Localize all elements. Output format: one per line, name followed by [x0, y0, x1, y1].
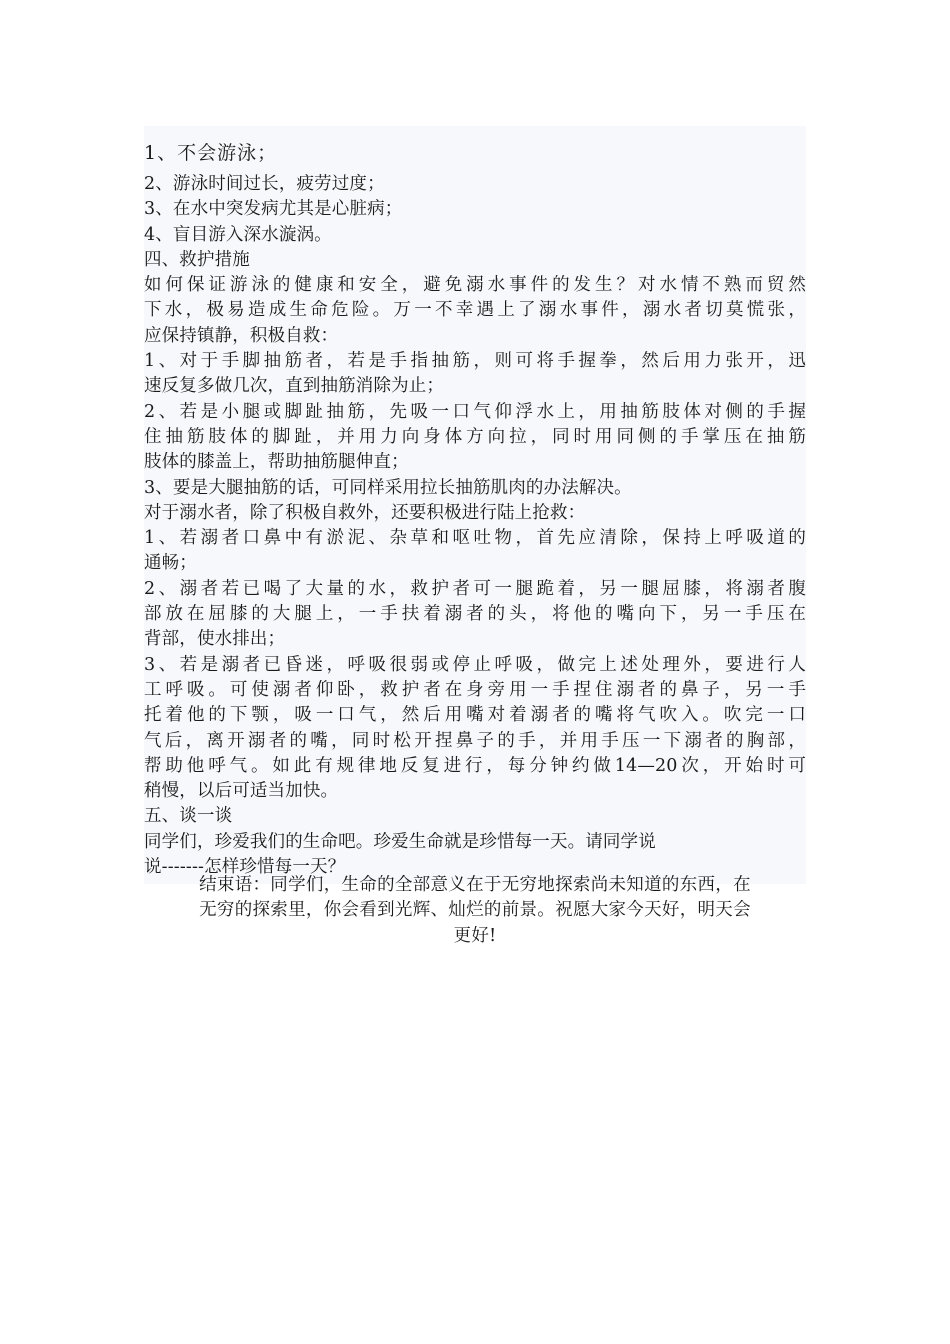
text-line: 气后，离开溺者的嘴，同时松开捏鼻子的手，并用手压一下溺者的胸部，	[144, 730, 806, 751]
text-line: 帮助他呼气。如此有规律地反复进行，每分钟约做14—20次，开始时可	[144, 755, 806, 776]
closing-line: 无穷的探索里，你会看到光辉、灿烂的前景。祝愿大家今天好，明天会	[199, 900, 751, 921]
text-line: 3、要是大腿抽筋的话，可同样采用拉长抽筋肌肉的办法解决。	[144, 477, 632, 498]
text-line: 同学们，珍爱我们的生命吧。珍爱生命就是珍惜每一天。请同学说	[144, 831, 656, 852]
text-line: 五、谈一谈	[144, 806, 233, 827]
text-line: 背部，使水排出；	[144, 629, 286, 650]
text-line: 部放在屈膝的大腿上，一手扶着溺者的头，将他的嘴向下，另一手压在	[144, 604, 806, 625]
text-line: 托着他的下颚，吸一口气，然后用嘴对着溺者的嘴将气吹入。吹完一口	[144, 705, 806, 726]
text-line: 1、若溺者口鼻中有淤泥、杂草和呕吐物，首先应清除，保持上呼吸道的	[144, 528, 806, 549]
text-line: 如何保证游泳的健康和安全，避免溺水事件的发生？对水情不熟而贸然	[144, 275, 806, 296]
text-line: 3、若是溺者已昏迷，呼吸很弱或停止呼吸，做完上述处理外，要进行人	[144, 654, 806, 675]
text-line: 1、对于手脚抽筋者，若是手指抽筋，则可将手握拳，然后用力张开，迅	[144, 351, 806, 372]
text-line: 2、若是小腿或脚趾抽筋，先吸一口气仰浮水上，用抽筋肢体对侧的手握	[144, 401, 806, 422]
text-line: 工呼吸。可使溺者仰卧，救护者在身旁用一手捏住溺者的鼻子，另一手	[144, 679, 806, 700]
closing-line: 更好!	[453, 925, 497, 946]
text-line: 2、溺者若已喝了大量的水，救护者可一腿跪着，另一腿屈膝，将溺者腹	[144, 578, 806, 599]
text-line: 2、游泳时间过长，疲劳过度；	[144, 174, 385, 194]
list-item-first: 1、不会游泳；	[144, 142, 278, 164]
text-line: 说-------怎样珍惜每一天？	[144, 857, 346, 878]
text-line: 3、在水中突发病尤其是心脏病；	[144, 199, 403, 220]
text-line: 住抽筋肢体的脚趾，并用力向身体方向拉，同时用同侧的手掌压在抽筋	[144, 426, 806, 447]
text-line: 四、救护措施	[144, 249, 250, 270]
text-line: 肢体的膝盖上，帮助抽筋腿伸直；	[144, 452, 409, 473]
text-line: 4、盲目游入深水漩涡。	[144, 224, 332, 245]
text-line: 下水，极易造成生命危险。万一不幸遇上了溺水事件，溺水者切莫慌张，	[144, 300, 806, 321]
closing-line: 结束语：同学们，生命的全部意义在于无穷地探索尚未知道的东西，在	[199, 875, 751, 895]
text-line: 稍慢，以后可适当加快。	[144, 781, 339, 802]
text-line: 速反复多做几次，直到抽筋消除为止；	[144, 376, 445, 397]
closing-remarks	[144, 873, 806, 949]
text-line: 应保持镇静，积极自救：	[144, 325, 339, 346]
document-body	[144, 126, 806, 884]
text-line: 对于溺水者，除了积极自救外，还要积极进行陆上抢救：	[144, 502, 586, 523]
text-line: 通畅；	[144, 553, 197, 574]
